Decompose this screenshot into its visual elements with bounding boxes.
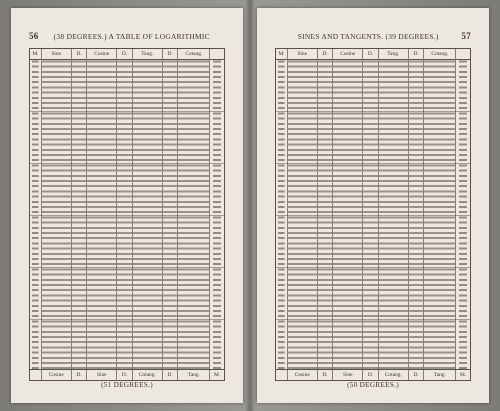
header-cell: D.	[409, 49, 425, 59]
header-cell: D.	[363, 49, 379, 59]
footer-cell: Cosine	[42, 370, 72, 380]
header-cell: M.	[276, 49, 288, 59]
footer-cell: Cotang.	[133, 370, 163, 380]
bottom-caption: (50 DEGREES.)	[347, 381, 399, 389]
footer-cell: D.	[117, 370, 133, 380]
running-title: (38 DEGREES.) A TABLE OF LOGARITHMIC	[53, 31, 210, 41]
table-footer	[30, 369, 224, 380]
bottom-caption: (51 DEGREES.)	[101, 381, 153, 389]
logarithm-table	[29, 48, 225, 381]
header-cell: Tang.	[133, 49, 163, 59]
footer-cell: Cotang.	[379, 370, 409, 380]
running-header	[275, 30, 471, 42]
right-page	[257, 8, 489, 403]
header-cell: Cosine	[87, 49, 117, 59]
page-number: 57	[461, 31, 471, 41]
header-cell: Sine	[42, 49, 72, 59]
footer-cell	[276, 370, 288, 380]
header-cell: Sine	[288, 49, 318, 59]
header-cell: Tang.	[379, 49, 409, 59]
header-cell: D.	[117, 49, 133, 59]
group-separator	[30, 111, 224, 112]
footer-cell: D.	[363, 370, 379, 380]
header-cell: Cosine	[333, 49, 363, 59]
footer-cell: D.	[318, 370, 334, 380]
header-cell: D.	[163, 49, 179, 59]
header-cell	[456, 49, 470, 59]
footer-cell: D.	[72, 370, 88, 380]
running-header	[29, 30, 225, 42]
header-cell: D.	[318, 49, 334, 59]
running-title: SINES AND TANGENTS. (39 DEGREES.)	[297, 31, 439, 41]
group-separator	[276, 319, 470, 320]
group-separator	[30, 215, 224, 216]
footer-cell: D.	[163, 370, 179, 380]
logarithm-table	[275, 48, 471, 381]
group-separator	[276, 111, 470, 112]
footer-cell: Tang.	[424, 370, 456, 380]
page-number: 56	[29, 31, 39, 41]
header-cell	[210, 49, 224, 59]
group-separator	[30, 267, 224, 268]
footer-cell: M.	[460, 372, 467, 378]
group-separator	[30, 163, 224, 164]
footer-cell: Cosine	[288, 370, 318, 380]
footer-cell: Tang.	[178, 370, 210, 380]
group-separator	[276, 267, 470, 268]
group-separator	[276, 215, 470, 216]
header-cell: M.	[30, 49, 42, 59]
footer-cell: Sine	[333, 370, 363, 380]
footer-cell: D.	[409, 370, 425, 380]
group-separator	[276, 163, 470, 164]
group-separator	[30, 319, 224, 320]
footer-cell	[30, 370, 42, 380]
header-cell: D.	[72, 49, 88, 59]
table-footer	[276, 369, 470, 380]
header-cell: Cotang.	[178, 49, 210, 59]
footer-cell: Sine	[87, 370, 117, 380]
header-cell: Cotang.	[424, 49, 456, 59]
footer-cell: M.	[214, 372, 221, 378]
left-page	[11, 8, 243, 403]
